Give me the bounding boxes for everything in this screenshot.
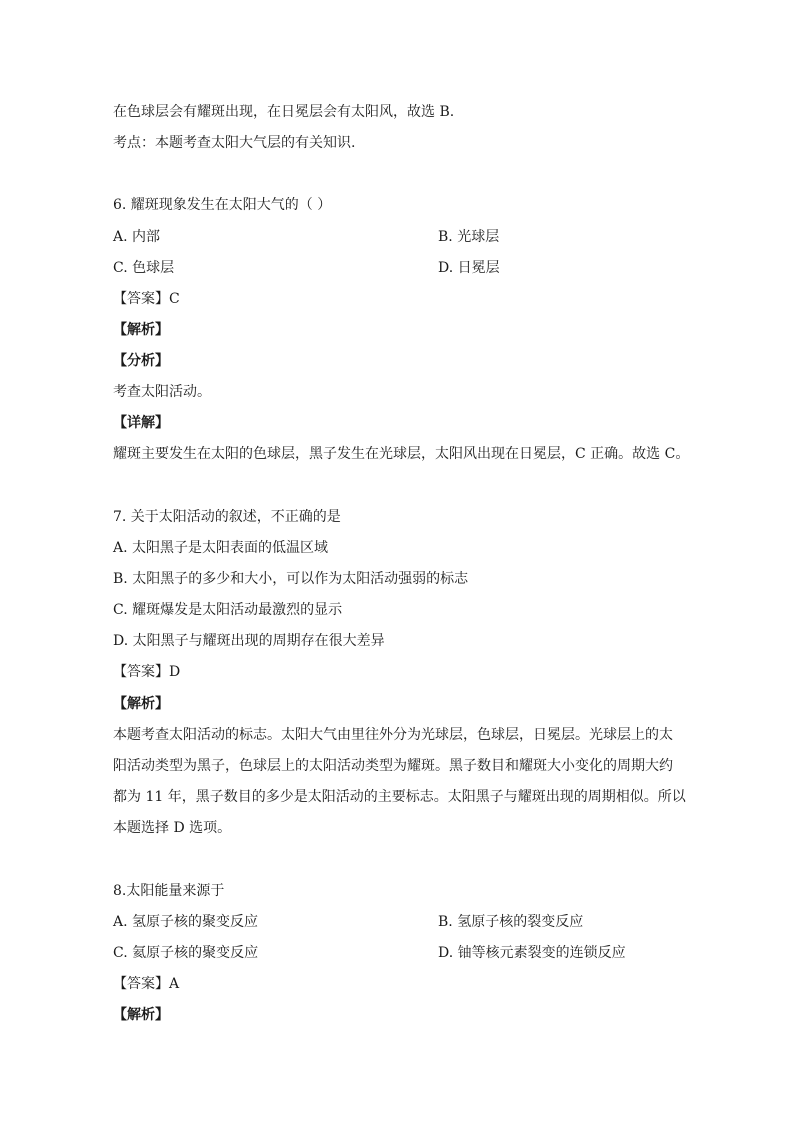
q6-fenxi-text: 考查太阳活动。	[113, 384, 211, 400]
q8-analysis-heading: 【解析】	[113, 1007, 169, 1023]
q7-analysis-text: 阳活动类型为黑子，色球层上的太阳活动类型为耀斑。黑子数目和耀斑大小变化的周期大约	[113, 758, 673, 774]
q6-answer: 【答案】C	[113, 291, 180, 307]
q7-option-a: A. 太阳黑子是太阳表面的低温区域	[113, 540, 329, 556]
question-6-stem: 6. 耀斑现象发生在太阳大气的（ ）	[113, 197, 332, 213]
text-line: 考点：本题考查太阳大气层的有关知识.	[113, 135, 356, 151]
q6-option-b: B. 光球层	[438, 229, 500, 245]
q6-option-d: D. 日冕层	[438, 260, 500, 276]
q8-option-b: B. 氢原子核的裂变反应	[438, 914, 584, 930]
q6-xiangjie-text: 耀斑主要发生在太阳的色球层，黑子发生在光球层，太阳风出现在日冕层，C 正确。故选 C。	[113, 446, 690, 462]
q7-analysis-heading: 【解析】	[113, 696, 169, 712]
question-8-stem: 8.太阳能量来源于	[113, 883, 225, 899]
q8-option-d: D. 铀等核元素裂变的连锁反应	[438, 945, 626, 961]
q7-option-b: B. 太阳黑子的多少和大小，可以作为太阳活动强弱的标志	[113, 571, 469, 587]
q8-option-a: A. 氢原子核的聚变反应	[113, 914, 259, 930]
q7-option-c: C. 耀斑爆发是太阳活动最激烈的显示	[113, 602, 343, 618]
q8-option-c: C. 氦原子核的聚变反应	[113, 945, 259, 961]
question-7-stem: 7. 关于太阳活动的叙述，不正确的是	[113, 509, 341, 525]
q7-analysis-text: 本题考查太阳活动的标志。太阳大气由里往外分为光球层，色球层，日冕层。光球层上的太	[113, 727, 673, 743]
q7-option-d: D. 太阳黑子与耀斑出现的周期存在很大差异	[113, 633, 385, 649]
q7-answer: 【答案】D	[113, 664, 181, 680]
q6-option-c: C. 色球层	[113, 260, 175, 276]
q6-fenxi-heading: 【分析】	[113, 353, 169, 369]
q6-analysis-heading: 【解析】	[113, 322, 169, 338]
q7-analysis-text: 都为 11 年，黑子数目的多少是太阳活动的主要标志。太阳黑子与耀斑出现的周期相似。所以	[113, 789, 686, 805]
q8-answer: 【答案】A	[113, 976, 180, 992]
text-line: 在色球层会有耀斑出现，在日冕层会有太阳风，故选 B.	[113, 104, 455, 120]
q6-xiangjie-heading: 【详解】	[113, 415, 169, 431]
q7-analysis-text: 本题选择 D 选项。	[113, 820, 232, 836]
q6-option-a: A. 内部	[113, 229, 161, 245]
